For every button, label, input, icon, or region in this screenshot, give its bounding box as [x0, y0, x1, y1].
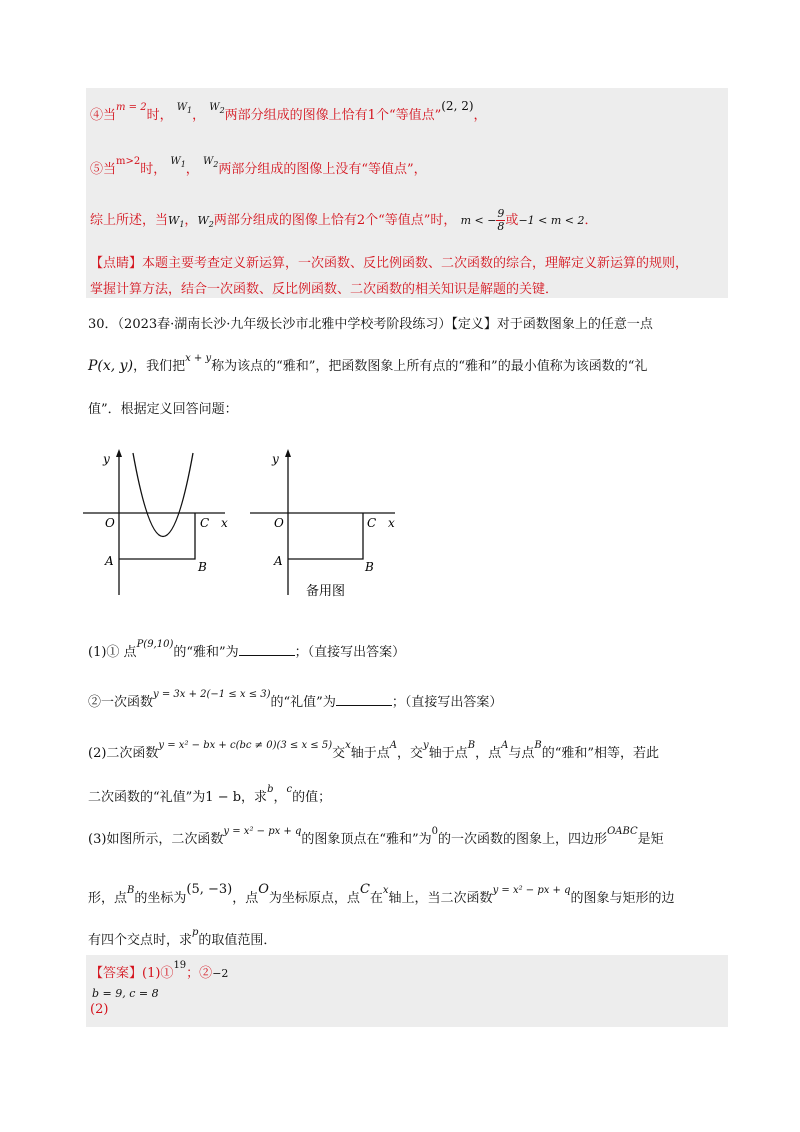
question-1b — [88, 691, 502, 710]
text: (1)① 点 — [88, 645, 137, 660]
math-function: y = x² − px + q — [492, 885, 571, 896]
text: 值”．根据定义回答问题： — [88, 402, 238, 417]
text: 轴于点 — [428, 746, 468, 761]
math-condition: m = 2 — [116, 102, 147, 113]
text: 掌握计算方法，结合一次函数、反比例函数、二次函数的相关知识是解题的关键． — [90, 282, 559, 297]
math-var: O — [258, 882, 269, 897]
text: 时， — [146, 108, 173, 123]
text: 的坐标为 — [134, 891, 187, 906]
math-var: B — [534, 740, 542, 751]
text: ， — [192, 108, 206, 123]
text: 本题主要考查定义新运算，一次函数、反比例函数、二次函数的综合，理解定义新运算的规则， — [142, 256, 689, 271]
math-w2: W2 — [202, 156, 219, 169]
text: 的“雅和”为 — [173, 645, 239, 660]
answer-value-2b: b = 9, c = 8 — [92, 987, 159, 1000]
math-point: (2, 2) — [441, 99, 474, 113]
fraction-9-8: $\frac{9}{8}$ — [497, 207, 505, 233]
text: ；（直接写出答案） — [391, 695, 503, 710]
label-y: y — [103, 452, 110, 466]
comment-tag: 【点睛】 — [90, 256, 143, 271]
text: (3)如图所示，二次函数 — [88, 832, 224, 847]
answer-2-label — [90, 1002, 108, 1017]
answer-value-1: 19 — [173, 960, 187, 971]
text: 的图象顶点在“雅和”为 — [301, 832, 432, 847]
label-o: O — [105, 516, 115, 530]
math-point: P(9,10) — [136, 639, 174, 650]
text: ⑤当 — [90, 162, 117, 177]
label-b: B — [198, 560, 207, 574]
math-point: (5, −3) — [186, 882, 233, 897]
figure-2 — [250, 449, 395, 599]
text: 两部分组成的图像上没有“等值点”， — [218, 162, 427, 177]
text: 与点 — [508, 746, 535, 761]
answer-blank[interactable] — [239, 644, 295, 656]
math-w2: W2 — [209, 102, 225, 115]
text: 交 — [332, 746, 346, 761]
text: (1)① — [142, 966, 174, 981]
text: 在 — [369, 891, 383, 906]
text: 二次函数的“礼值”为 — [88, 790, 206, 805]
math-var: c — [286, 784, 293, 795]
math-w1: $W_1$ — [168, 214, 185, 230]
text: 30．（2023春·湖南长沙·九年级长沙市北雅中学校考阶段练习）【定义】对于函数图象上的任意一点 — [88, 317, 653, 332]
text: (2)二次函数 — [88, 746, 159, 761]
solution-line-5 — [90, 158, 427, 178]
question-3-line-3 — [88, 929, 276, 948]
text: ， — [473, 108, 487, 123]
label-x: x — [388, 516, 395, 530]
answer-line-1 — [90, 962, 228, 981]
label-b: B — [365, 560, 374, 574]
math-var: A — [501, 740, 509, 751]
math-function: y = x² − bx + c(bc ≠ 0)(3 ≤ x ≤ 5) — [158, 740, 333, 751]
question-1a — [88, 641, 405, 660]
text: 时， — [140, 162, 167, 177]
text: ；（直接写出答案） — [294, 645, 406, 660]
text: (2) — [90, 1002, 109, 1017]
text: 的图象与矩形的边 — [570, 891, 675, 906]
solution-line-4 — [90, 99, 487, 124]
answer-tag: 【答案】 — [90, 966, 143, 981]
text: 的取值范围． — [198, 933, 277, 948]
text: 的一次函数的图象上，四边形 — [438, 832, 608, 847]
question-2-line-1 — [88, 742, 659, 761]
math-w1: W1 — [170, 156, 186, 169]
label-c: C — [200, 516, 210, 530]
problem-definition-line — [88, 355, 647, 374]
text: 轴于点 — [350, 746, 390, 761]
math-expression: x + y — [185, 353, 212, 364]
math-var: B — [127, 885, 135, 896]
text: ，求 — [241, 790, 268, 805]
math-function: y = 3x + 2(−1 ≤ x ≤ 3) — [153, 689, 271, 700]
math-var: x — [345, 740, 351, 751]
label-x: x — [221, 516, 228, 530]
label-a: A — [274, 554, 283, 568]
math-point: P(x, y) — [88, 358, 134, 374]
math-var: y — [423, 740, 429, 751]
text: ，点 — [232, 891, 259, 906]
text: 轴上，当二次函数 — [388, 891, 493, 906]
text: 的“礼值”为 — [270, 695, 336, 710]
math-var: C — [359, 882, 370, 897]
label-a: A — [105, 554, 114, 568]
math-var: OABC — [607, 826, 638, 837]
text: 有四个交点时，求 — [88, 933, 193, 948]
math-condition: m>2 — [116, 156, 141, 167]
math-w1: W1 — [176, 102, 193, 115]
figure-caption: 备用图 — [306, 584, 346, 599]
answer-value-2: −2 — [212, 967, 229, 980]
text: ；② — [186, 966, 213, 981]
math-expression: 1 − b — [205, 790, 242, 805]
text: ，点 — [475, 746, 502, 761]
figure-1 — [83, 449, 228, 595]
answer-blank[interactable] — [336, 694, 392, 706]
text: ，交 — [397, 746, 424, 761]
math-var: b — [267, 784, 274, 795]
text: 为坐标原点，点 — [268, 891, 360, 906]
text: ②一次函数 — [88, 695, 154, 710]
comment-line-1 — [90, 252, 688, 271]
text: 综上所述，当 — [90, 213, 169, 228]
text: ④当 — [90, 108, 117, 123]
math-var: B — [467, 740, 476, 751]
math-var: x — [382, 885, 389, 896]
problem-definition-end — [88, 398, 238, 417]
solution-summary — [90, 208, 598, 233]
text: 的值； — [292, 790, 332, 805]
math-w2: $W_2$ — [197, 214, 214, 230]
comment-line-2 — [90, 278, 558, 297]
text: 形，点 — [88, 891, 128, 906]
label-o: O — [274, 516, 284, 530]
text: ． — [584, 213, 598, 228]
math-var: p — [192, 927, 199, 938]
text: 称为该点的“雅和”，把函数图象上所有点的“雅和”的最小值称为该函数的“礼 — [211, 359, 648, 374]
label-y: y — [272, 452, 279, 466]
text: 两部分组成的图像上恰有1个“等值点” — [224, 108, 442, 123]
figure-graphs — [75, 445, 415, 610]
label-c: C — [367, 516, 377, 530]
text: ， — [273, 790, 287, 805]
text: 或 — [505, 213, 519, 228]
answer-2-value — [92, 986, 159, 1001]
math-number: 0 — [431, 826, 439, 837]
text: 的“雅和”相等，若此 — [541, 746, 659, 761]
text: ， — [184, 213, 198, 228]
question-2-line-2 — [88, 786, 331, 805]
question-3-line-1 — [88, 828, 664, 847]
text: ， — [185, 162, 199, 177]
text: 两部分组成的图像上恰有2个“等值点”时， — [213, 213, 457, 228]
text: ，我们把 — [133, 359, 186, 374]
math-condition-2: −1 < m < 2 — [518, 214, 585, 227]
math-function: y = x² − px + q — [223, 826, 302, 837]
math-var: A — [389, 740, 398, 751]
math-condition-1: m < − — [460, 214, 497, 227]
problem-header — [88, 313, 653, 332]
question-3-line-2 — [88, 882, 675, 906]
text: 是矩 — [637, 832, 664, 847]
